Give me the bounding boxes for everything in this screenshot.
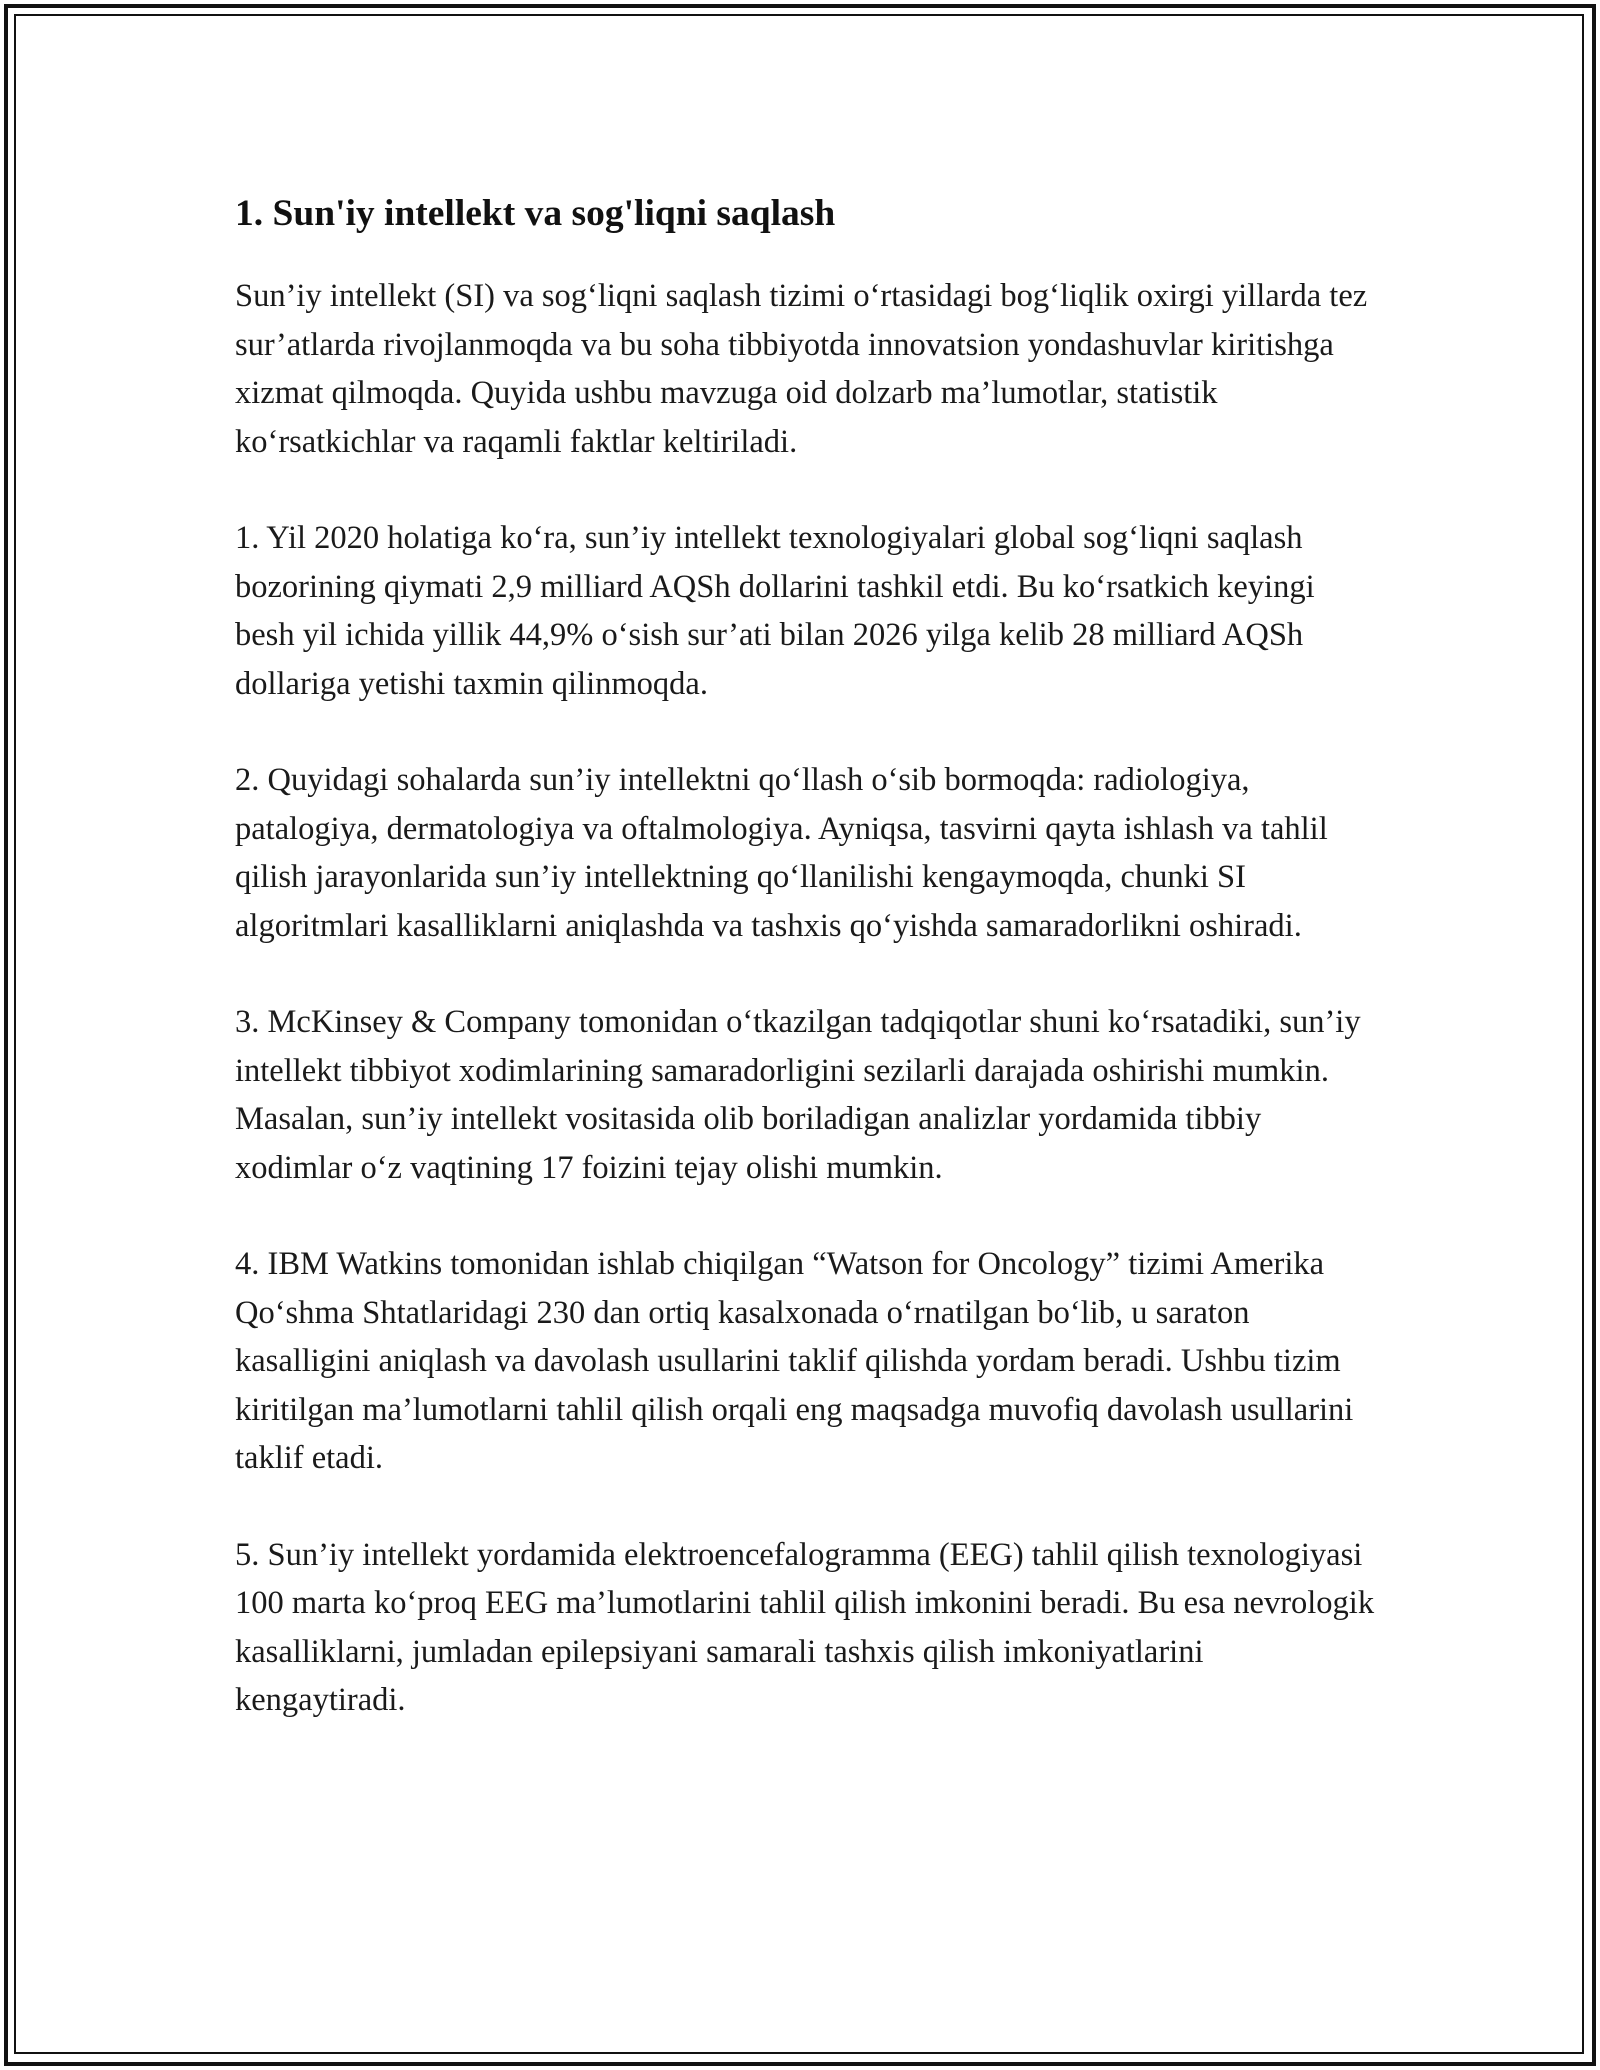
document-body xyxy=(235,186,1375,1773)
fact-paragraph-2: 2. Quyidagi sohalarda sun’iy intellektni qo‘llash o‘sib bormoqda: radiologiya, patalogiya, dermatologiya va oftalmologiya. Ayniqsa, tasvirni qayta ishlash va tahlil qilish jarayonlarida sun’iy intellektning qo‘llanilishi kengaymoqda, chunki SI algoritmlari kasalliklarni aniqlashda va tashxis qo‘yishda samaradorlikni oshiradi. xyxy=(235,762,1328,944)
fact-paragraph-5: 5. Sun’iy intellekt yordamida elektroencefalogramma (EEG) tahlil qilish texnologiyasi 100 marta ko‘proq EEG ma’lumotlarini tahlil qilish imkonini beradi. Bu esa nevrologik kasalliklarni, jumladan epilepsiyani samarali tashxis qilish imkoniyatlarini kengaytiradi. xyxy=(235,1536,1375,1718)
fact-paragraph-1: 1. Yil 2020 holatiga ko‘ra, sun’iy intellekt texnologiyalari global sog‘liqni saqlash bozorining qiymati 2,9 milliard AQSh dollarini tashkil etdi. Bu ko‘rsatkich keyingi besh yil ichida yillik 44,9% o‘sish sur’ati bilan 2026 yilga kelib 28 milliard AQSh dollariga yetishi taxmin qilinmoqda. xyxy=(235,520,1315,702)
document-title: 1. Sun'iy intellekt va sog'liqni saqlash xyxy=(235,193,836,234)
fact-paragraph-3: 3. McKinsey & Company tomonidan o‘tkazilgan tadqiqotlar shuni ko‘rsatadiki, sun’iy intellekt tibbiyot xodimlarining samaradorligini sezilarli darajada oshirishi mumkin. Masalan, sun’iy intellekt vositasida olib boriladigan analizlar yordamida tibbiy xodimlar o‘z vaqtining 17 foizini tejay olishi mumkin. xyxy=(235,1004,1361,1186)
intro-paragraph: Sun’iy intellekt (SI) va sog‘liqni saqlash tizimi o‘rtasidagi bog‘liqlik oxirgi yillarda tez sur’atlarda rivojlanmoqda va bu soha tibbiyotda innovatsion yondashuvlar kiritishga xizmat qilmoqda. Quyida ushbu mavzuga oid dolzarb ma’lumotlar, statistik ko‘rsatkichlar va raqamli faktlar keltiriladi. xyxy=(235,278,1368,460)
fact-paragraph-4: 4. IBM Watkins tomonidan ishlab chiqilgan “Watson for Oncology” tizimi Amerika Qo‘shma Shtatlaridagi 230 dan ortiq kasalxonada o‘rnatilgan bo‘lib, u saraton kasalligini aniqlash va davolash usullarini taklif qilishda yordam beradi. Ushbu tizim kiritilgan ma’lumotlarni tahlil qilish orqali eng maqsadga muvofiq davolash usullarini taklif etadi. xyxy=(235,1246,1354,1476)
